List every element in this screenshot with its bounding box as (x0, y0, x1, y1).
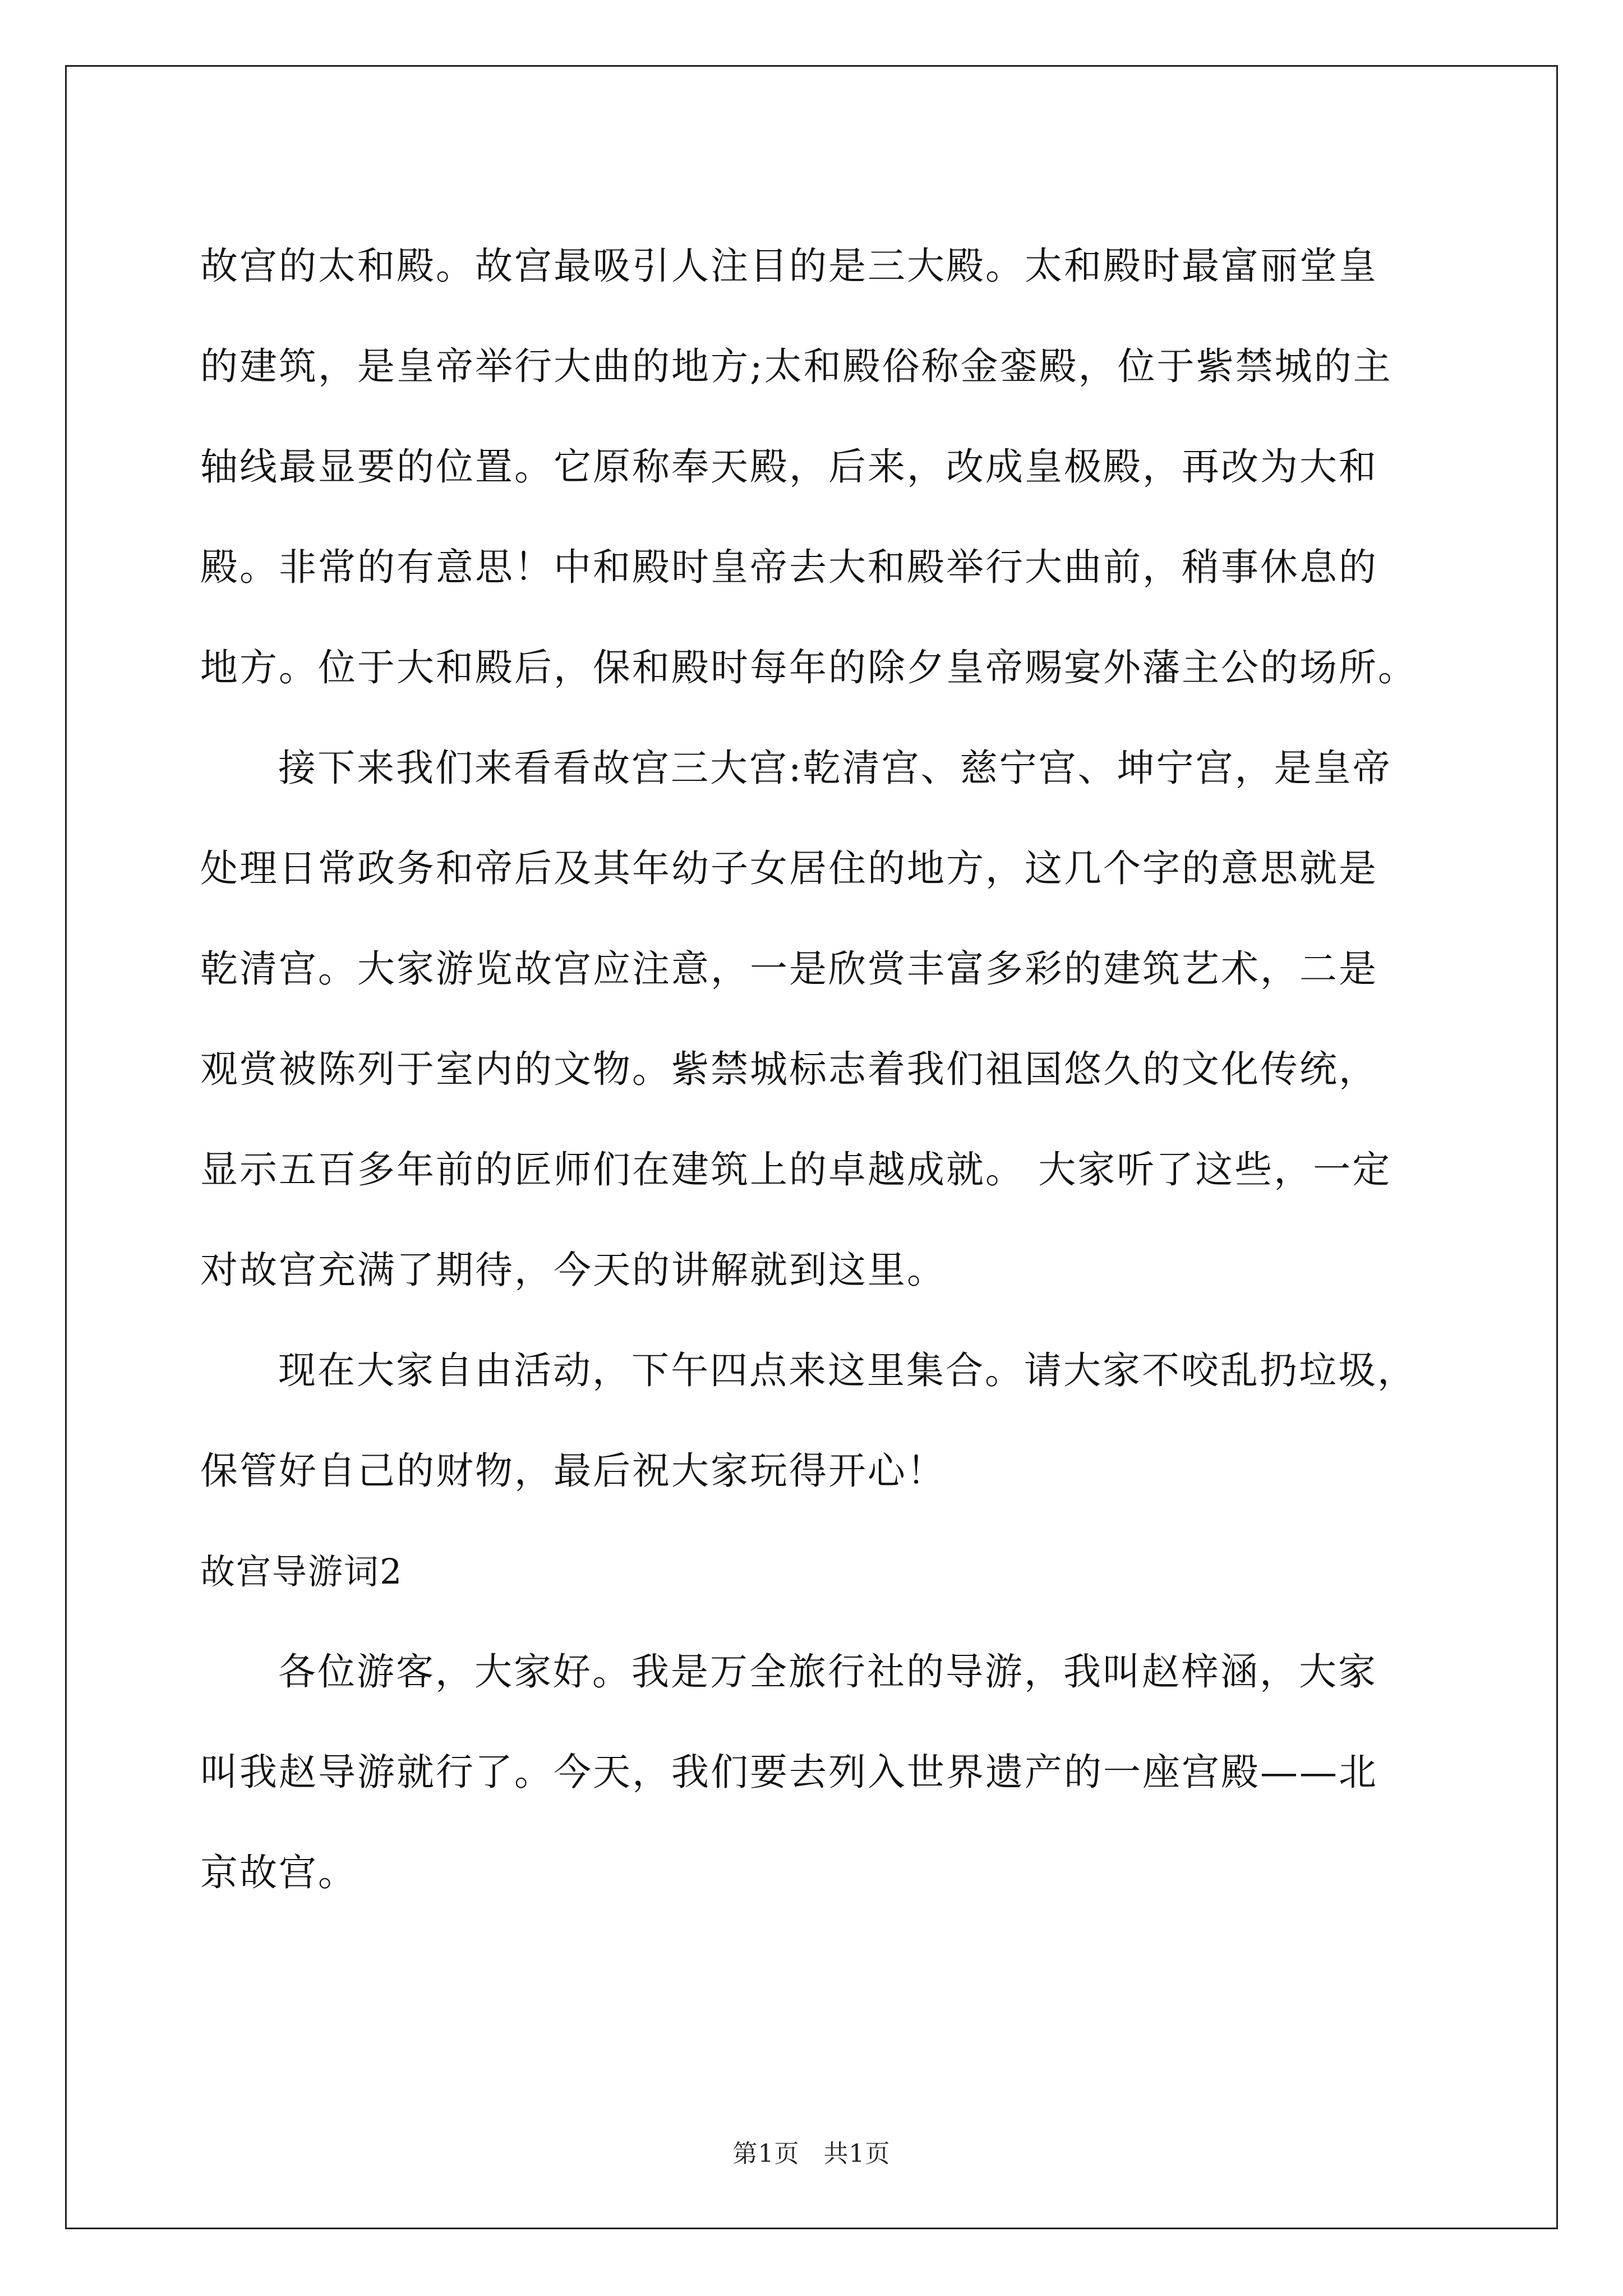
paragraph-three-palaces: 接下来我们来看看故宫三大宫:乾清宫、慈宁宫、坤宁宫，是皇帝 处理日常政务和帝后及其年幼子女居住的地方，这几个字的意思就是 乾清宫。大家游览故宫应注意，一是欣赏丰富多彩的建筑艺术，二是 观赏被陈列于室内的文物。紫禁城标志着我们祖国悠久的文化传统， 显示五百多年前的匠师们在建筑上的卓越成就。 大家听了这些，一定 对故宫充满了期待，今天的讲解就到这里。 (200, 746, 1392, 1292)
section-heading: 故宫导游词2 (200, 1551, 403, 1592)
paragraph-free-activity: 现在大家自由活动，下午四点来这里集合。请大家不咬乱扔垃圾， 保管好自己的财物，最后祝大家玩得开心！ (200, 1349, 1417, 1493)
paragraph-taihe-hall: 故宫的太和殿。故宫最吸引人注目的是三大殿。太和殿时最富丽堂皇 的建筑，是皇帝举行大曲的地方;太和殿俗称金銮殿，位于紫禁城的主 轴线最显要的位置。它原称奉天殿，后来，改成皇极殿，再改为大和 殿。非常的有意思！中和殿时皇帝去大和殿举行大曲前，稍事休息的 地方。位于大和殿后，保和殿时每年的除夕皇帝赐宴外藩主公的场所。 (200, 244, 1417, 689)
document-body (200, 216, 1434, 1923)
page-footer (0, 2137, 1623, 2171)
paragraph-greeting: 各位游客，大家好。我是万全旅行社的导游，我叫赵梓涵，大家 叫我赵导游就行了。今天，我们要去列入世界遗产的一座宫殿——北 京故宫。 (200, 1650, 1378, 1894)
page-number: 第1页 (732, 2139, 800, 2168)
page-total: 共1页 (823, 2139, 891, 2168)
